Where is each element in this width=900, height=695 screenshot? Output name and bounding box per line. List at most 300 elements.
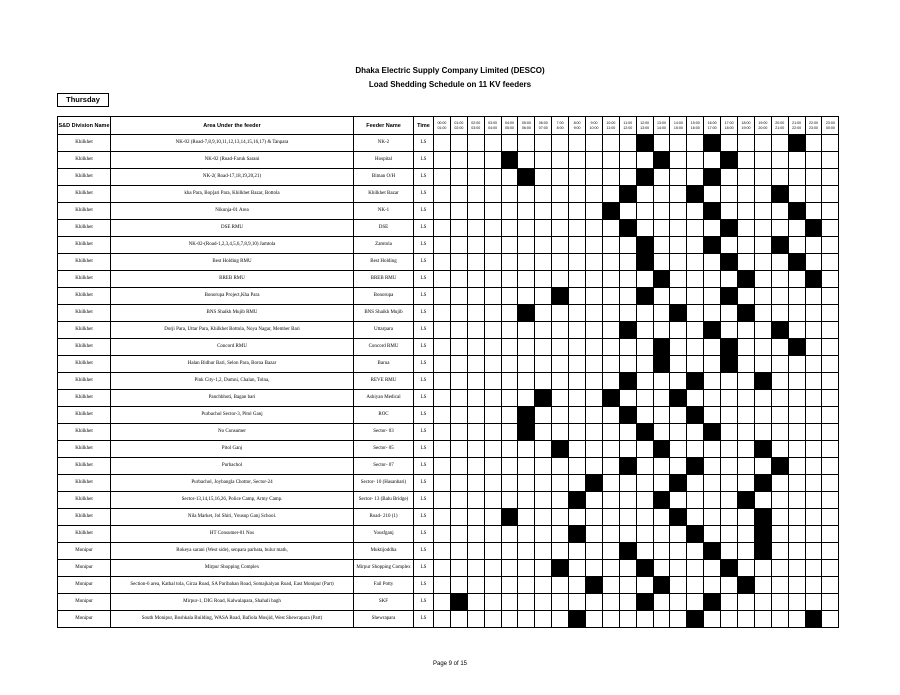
time-slot-header xyxy=(636,117,653,135)
slot-start: 03:00 xyxy=(488,121,498,125)
shed-slot xyxy=(805,407,822,424)
shed-slot xyxy=(771,152,788,169)
shed-slot-active xyxy=(721,288,738,305)
shed-slot xyxy=(653,288,670,305)
slot-start: 05:00 xyxy=(521,121,531,125)
shed-slot xyxy=(535,203,552,220)
shed-slot-active xyxy=(687,407,704,424)
shed-slot-active xyxy=(586,475,603,492)
shed-slot xyxy=(450,186,467,203)
shed-slot xyxy=(569,288,586,305)
shed-slot xyxy=(501,271,518,288)
shed-slot xyxy=(805,594,822,611)
shed-slot xyxy=(586,135,603,152)
area-cell: Nikunja-01 Area xyxy=(111,203,354,220)
shed-slot xyxy=(484,458,501,475)
shed-slot xyxy=(771,390,788,407)
shed-slot-active xyxy=(721,152,738,169)
shed-slot-active xyxy=(602,390,619,407)
shed-slot xyxy=(619,611,636,628)
shed-slot xyxy=(670,594,687,611)
shed-slot xyxy=(535,305,552,322)
shed-slot xyxy=(450,237,467,254)
shed-slot xyxy=(569,135,586,152)
shed-slot xyxy=(636,458,653,475)
shed-slot xyxy=(653,169,670,186)
shed-slot xyxy=(552,611,569,628)
shed-slot xyxy=(518,458,535,475)
time-slot-header xyxy=(754,117,771,135)
shed-slot-active xyxy=(687,186,704,203)
division-cell: Khilkhet xyxy=(58,203,111,220)
shed-slot xyxy=(771,373,788,390)
shed-slot xyxy=(501,475,518,492)
shed-slot xyxy=(738,424,755,441)
slot-start: 10:00 xyxy=(606,121,616,125)
shed-slot xyxy=(721,305,738,322)
shed-slot-active xyxy=(670,475,687,492)
shed-slot xyxy=(721,237,738,254)
shed-slot xyxy=(501,186,518,203)
shed-slot-active xyxy=(636,135,653,152)
slot-start: 01:00 xyxy=(454,121,464,125)
shed-slot-active xyxy=(788,203,805,220)
shed-slot xyxy=(602,526,619,543)
shed-slot xyxy=(771,271,788,288)
table-row xyxy=(58,407,839,424)
slot-start: 12:00 xyxy=(640,121,650,125)
shed-slot xyxy=(501,611,518,628)
shed-slot xyxy=(535,135,552,152)
shed-slot xyxy=(619,305,636,322)
shed-slot xyxy=(602,186,619,203)
area-cell: Best Holding RMU xyxy=(111,254,354,271)
shed-slot xyxy=(569,339,586,356)
shed-slot xyxy=(704,305,721,322)
shed-slot xyxy=(450,356,467,373)
time-slot-header xyxy=(518,117,535,135)
time-cell: LS xyxy=(414,203,434,220)
shed-slot xyxy=(467,220,484,237)
shed-slot xyxy=(687,390,704,407)
time-cell: LS xyxy=(414,271,434,288)
shed-slot xyxy=(501,237,518,254)
time-cell: LS xyxy=(414,492,434,509)
shed-slot xyxy=(501,203,518,220)
shed-slot xyxy=(467,492,484,509)
shed-slot xyxy=(754,322,771,339)
shed-slot xyxy=(687,492,704,509)
slot-end: 19:00 xyxy=(741,125,751,130)
shed-slot xyxy=(771,492,788,509)
shed-slot xyxy=(484,577,501,594)
time-cell: LS xyxy=(414,407,434,424)
shed-slot xyxy=(569,203,586,220)
shed-slot-active xyxy=(670,509,687,526)
division-cell: Monipur xyxy=(58,594,111,611)
shed-slot xyxy=(501,135,518,152)
shed-slot xyxy=(467,373,484,390)
shed-slot xyxy=(738,220,755,237)
area-cell: Sector-13,14,15,16,26, Police Camp, Army Camp. xyxy=(111,492,354,509)
time-slot-header xyxy=(569,117,586,135)
time-slot-header xyxy=(450,117,467,135)
shed-slot xyxy=(636,305,653,322)
shed-slot xyxy=(535,509,552,526)
shed-slot xyxy=(552,492,569,509)
shed-slot xyxy=(653,186,670,203)
shed-slot xyxy=(704,560,721,577)
shed-slot xyxy=(788,526,805,543)
shed-slot xyxy=(467,424,484,441)
shed-slot xyxy=(450,203,467,220)
table-row xyxy=(58,475,839,492)
shed-slot xyxy=(467,407,484,424)
shed-slot xyxy=(771,407,788,424)
division-cell: Khilkhet xyxy=(58,135,111,152)
shed-slot xyxy=(653,203,670,220)
shed-slot xyxy=(450,611,467,628)
shed-slot xyxy=(653,509,670,526)
shed-slot xyxy=(721,186,738,203)
shed-slot xyxy=(670,271,687,288)
shed-slot xyxy=(636,526,653,543)
feeder-cell: Sector- 05 xyxy=(354,441,414,458)
shed-slot xyxy=(552,203,569,220)
slot-end: 06:00 xyxy=(521,125,531,130)
shed-slot xyxy=(788,186,805,203)
time-cell: LS xyxy=(414,611,434,628)
shed-slot xyxy=(434,169,451,186)
shed-slot xyxy=(586,594,603,611)
shed-slot xyxy=(636,475,653,492)
shed-slot xyxy=(805,475,822,492)
shed-slot xyxy=(721,407,738,424)
shed-slot xyxy=(569,186,586,203)
shed-slot xyxy=(484,288,501,305)
shed-slot xyxy=(569,271,586,288)
division-cell: Khilkhet xyxy=(58,271,111,288)
shed-slot xyxy=(467,577,484,594)
table-row xyxy=(58,186,839,203)
shed-slot xyxy=(434,611,451,628)
shed-slot xyxy=(450,322,467,339)
shed-slot xyxy=(484,203,501,220)
day-label: Thursday xyxy=(57,93,109,107)
shed-slot xyxy=(704,339,721,356)
shed-slot-active xyxy=(721,356,738,373)
slot-end: 21:00 xyxy=(775,125,785,130)
shed-slot xyxy=(636,322,653,339)
shed-slot xyxy=(518,560,535,577)
shed-slot xyxy=(535,475,552,492)
shed-slot xyxy=(805,458,822,475)
division-cell: Monipur xyxy=(58,611,111,628)
shed-slot xyxy=(704,458,721,475)
slot-start: 22:00 xyxy=(809,121,819,125)
shed-slot xyxy=(450,424,467,441)
shed-slot xyxy=(434,458,451,475)
area-cell: Pitol Ganj xyxy=(111,441,354,458)
time-slot-header xyxy=(434,117,451,135)
shed-slot xyxy=(822,543,839,560)
feeder-cell: Ashiyan Medical xyxy=(354,390,414,407)
shed-slot xyxy=(619,237,636,254)
shed-slot xyxy=(670,356,687,373)
shed-slot xyxy=(434,509,451,526)
shed-slot xyxy=(788,305,805,322)
shed-slot xyxy=(636,543,653,560)
shed-slot xyxy=(518,356,535,373)
shed-slot xyxy=(687,543,704,560)
shed-slot xyxy=(653,407,670,424)
shed-slot xyxy=(653,424,670,441)
shed-slot xyxy=(484,271,501,288)
shed-slot xyxy=(619,441,636,458)
shed-slot xyxy=(535,611,552,628)
shed-slot xyxy=(771,475,788,492)
shed-slot xyxy=(569,390,586,407)
feeder-cell: ROC xyxy=(354,407,414,424)
shed-slot xyxy=(670,424,687,441)
shed-slot-active xyxy=(518,169,535,186)
shed-slot xyxy=(771,203,788,220)
shed-slot xyxy=(552,526,569,543)
shed-slot xyxy=(771,254,788,271)
shed-slot xyxy=(552,390,569,407)
shed-slot xyxy=(434,305,451,322)
shed-slot xyxy=(602,424,619,441)
shed-slot xyxy=(619,135,636,152)
feeder-cell: Yousfganj xyxy=(354,526,414,543)
shed-slot-active xyxy=(704,543,721,560)
shed-slot xyxy=(788,322,805,339)
shed-slot xyxy=(670,254,687,271)
shed-slot xyxy=(754,492,771,509)
shed-slot xyxy=(552,373,569,390)
time-header: Time xyxy=(414,117,434,135)
shed-slot xyxy=(687,339,704,356)
shed-slot xyxy=(653,526,670,543)
shed-slot xyxy=(501,169,518,186)
shed-slot xyxy=(450,254,467,271)
shed-slot xyxy=(754,152,771,169)
shed-slot-active xyxy=(450,594,467,611)
feeder-cell: NK-1 xyxy=(354,203,414,220)
shed-slot xyxy=(535,458,552,475)
shed-slot xyxy=(484,509,501,526)
shed-slot xyxy=(535,152,552,169)
shed-slot xyxy=(467,169,484,186)
shed-slot xyxy=(771,577,788,594)
shed-slot xyxy=(535,407,552,424)
shed-slot xyxy=(687,254,704,271)
shed-slot xyxy=(822,237,839,254)
shed-slot xyxy=(687,475,704,492)
area-cell: Halan Bidhur Bari, Selon Para, Boroa Bazar xyxy=(111,356,354,373)
shed-slot-active xyxy=(670,390,687,407)
shed-slot xyxy=(687,441,704,458)
shed-slot xyxy=(602,288,619,305)
shed-slot xyxy=(771,288,788,305)
shed-slot xyxy=(467,458,484,475)
shed-slot-active xyxy=(754,475,771,492)
shed-slot xyxy=(721,271,738,288)
shed-slot xyxy=(586,356,603,373)
table-row xyxy=(58,577,839,594)
shed-slot xyxy=(805,203,822,220)
shed-slot xyxy=(822,203,839,220)
shed-slot xyxy=(484,220,501,237)
shed-slot xyxy=(450,560,467,577)
table-row xyxy=(58,152,839,169)
shed-slot xyxy=(636,203,653,220)
area-cell: Mirpur Shopping Complex xyxy=(111,560,354,577)
shed-slot xyxy=(788,424,805,441)
time-cell: LS xyxy=(414,339,434,356)
shed-slot xyxy=(738,441,755,458)
shed-slot xyxy=(586,543,603,560)
shed-slot-active xyxy=(636,424,653,441)
shed-slot xyxy=(484,305,501,322)
shed-slot xyxy=(602,135,619,152)
shed-slot xyxy=(434,577,451,594)
shed-slot xyxy=(569,560,586,577)
shed-slot xyxy=(721,203,738,220)
area-cell: NK-02 (Road-7,8,9,10,11,12,13,14,15,16,17) & Tanpara xyxy=(111,135,354,152)
shed-slot xyxy=(467,611,484,628)
shed-slot xyxy=(569,424,586,441)
division-cell: Khilkhet xyxy=(58,254,111,271)
shed-slot xyxy=(586,237,603,254)
shed-slot xyxy=(535,424,552,441)
shed-slot xyxy=(535,594,552,611)
shed-slot xyxy=(771,356,788,373)
shed-slot xyxy=(518,152,535,169)
shed-slot xyxy=(636,186,653,203)
shed-slot xyxy=(704,577,721,594)
shed-slot-active xyxy=(602,203,619,220)
shed-slot xyxy=(738,475,755,492)
division-cell: Khilkhet xyxy=(58,169,111,186)
shed-slot xyxy=(569,577,586,594)
shed-slot xyxy=(586,152,603,169)
shed-slot xyxy=(704,152,721,169)
table-row xyxy=(58,305,839,322)
shed-slot-active xyxy=(738,305,755,322)
shed-slot xyxy=(434,492,451,509)
shed-slot xyxy=(754,271,771,288)
shed-slot xyxy=(501,390,518,407)
shed-slot xyxy=(687,356,704,373)
slot-start: 7:00 xyxy=(556,121,564,125)
shed-slot xyxy=(602,458,619,475)
shed-slot xyxy=(788,543,805,560)
time-cell: LS xyxy=(414,373,434,390)
shed-slot xyxy=(518,475,535,492)
shed-slot xyxy=(771,441,788,458)
shed-slot xyxy=(653,305,670,322)
slot-start: 14:00 xyxy=(673,121,683,125)
shed-slot xyxy=(450,577,467,594)
shed-slot xyxy=(704,373,721,390)
shed-slot xyxy=(687,322,704,339)
slot-end: 8:00 xyxy=(556,125,564,130)
table-row xyxy=(58,356,839,373)
time-cell: LS xyxy=(414,475,434,492)
time-slot-header xyxy=(687,117,704,135)
shed-slot-active xyxy=(704,322,721,339)
table-row xyxy=(58,220,839,237)
shed-slot xyxy=(636,339,653,356)
shed-slot-active xyxy=(687,458,704,475)
shed-slot xyxy=(586,288,603,305)
time-cell: LS xyxy=(414,356,434,373)
table-row xyxy=(58,594,839,611)
shed-slot-active xyxy=(636,594,653,611)
shed-slot xyxy=(805,390,822,407)
shed-slot xyxy=(602,407,619,424)
shed-slot xyxy=(822,169,839,186)
feeder-cell: BNS Shaikh Mujib xyxy=(354,305,414,322)
shed-slot xyxy=(822,560,839,577)
shed-slot-active xyxy=(518,305,535,322)
shed-slot xyxy=(738,254,755,271)
shed-slot xyxy=(552,152,569,169)
shed-slot-active xyxy=(619,458,636,475)
shed-slot xyxy=(602,152,619,169)
shed-slot xyxy=(619,356,636,373)
shed-slot xyxy=(653,390,670,407)
shed-slot xyxy=(805,186,822,203)
shed-slot-active xyxy=(670,305,687,322)
shed-slot xyxy=(484,475,501,492)
shed-slot xyxy=(670,237,687,254)
shed-slot xyxy=(738,458,755,475)
shed-slot xyxy=(501,254,518,271)
shed-slot xyxy=(501,356,518,373)
division-cell: Khilkhet xyxy=(58,526,111,543)
slot-end: 01:00 xyxy=(437,125,447,130)
shed-slot xyxy=(704,186,721,203)
slot-end: 10:00 xyxy=(589,125,599,130)
shed-slot xyxy=(552,407,569,424)
area-header: Area Under the feeder xyxy=(111,117,354,135)
time-cell: LS xyxy=(414,509,434,526)
shed-slot-active xyxy=(552,288,569,305)
shed-slot xyxy=(788,577,805,594)
shed-slot xyxy=(586,407,603,424)
area-cell: South Monipur, Boshkala Building, WASA Road, Bafiola Mosjid, West Shewrapara (Part) xyxy=(111,611,354,628)
time-cell: LS xyxy=(414,424,434,441)
shed-slot xyxy=(822,407,839,424)
shed-slot xyxy=(586,339,603,356)
shed-slot xyxy=(552,322,569,339)
shed-slot xyxy=(721,441,738,458)
shed-slot-active xyxy=(788,254,805,271)
slot-end: 23:00 xyxy=(809,125,819,130)
shed-slot xyxy=(754,186,771,203)
shed-slot xyxy=(687,509,704,526)
feeder-cell: Sector- 03 xyxy=(354,424,414,441)
shed-slot xyxy=(822,339,839,356)
shed-slot-active xyxy=(653,577,670,594)
shed-slot xyxy=(501,373,518,390)
slot-start: 21:00 xyxy=(792,121,802,125)
shed-slot xyxy=(484,492,501,509)
area-cell: NK-02-(Road-1,2,3,4,5,6,7,8,9,10) Jamtola xyxy=(111,237,354,254)
shed-slot-active xyxy=(619,220,636,237)
